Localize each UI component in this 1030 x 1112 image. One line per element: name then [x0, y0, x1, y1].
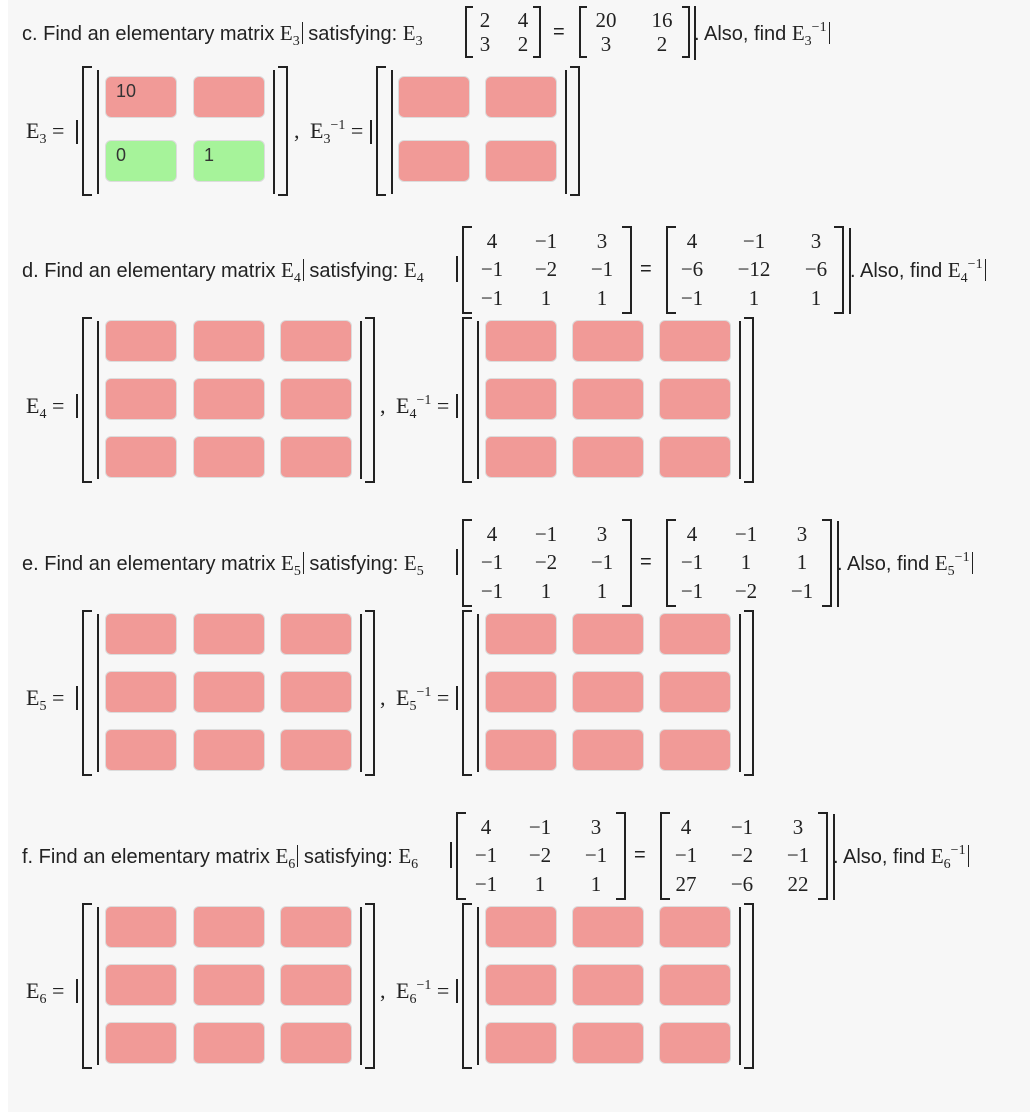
comma: , — [380, 685, 386, 710]
rhs-entry: 3 — [796, 522, 808, 546]
answer-cell-e4-r2c3[interactable] — [280, 378, 352, 420]
matrix-inner-bar — [477, 321, 479, 479]
rhs-entry: −1 — [790, 579, 814, 603]
satisfying-text: satisfying: — [308, 23, 398, 45]
equals-sign: = — [640, 258, 652, 280]
lhs-entry: 2 — [517, 32, 529, 56]
inverse-cell-e5-r2c3[interactable] — [659, 671, 731, 713]
question-panel — [8, 0, 1030, 1112]
lhs-entry: 4 — [486, 229, 498, 253]
answer-cell-e4-r3c1[interactable] — [105, 436, 177, 478]
inverse-cell-e6-r3c1[interactable] — [485, 1022, 557, 1064]
also-find-text: . Also, find $E_6^{-1}$ — [833, 845, 969, 867]
lhs-entry: −2 — [528, 843, 552, 867]
answer-cell-e6-r2c2[interactable] — [193, 964, 265, 1006]
rhs-entry: 1 — [748, 286, 760, 310]
inverse-cell-e5-r2c2[interactable] — [572, 671, 644, 713]
lhs-entry: −1 — [480, 286, 504, 310]
inverse-cell-e4-r2c1[interactable] — [485, 378, 557, 420]
matrix-inner-bar — [360, 321, 362, 479]
lhs-entry: −1 — [474, 872, 498, 896]
answer-label-e5: $E_5$ = — [26, 685, 65, 714]
lhs-entry: −1 — [474, 843, 498, 867]
inverse-cell-e6-r3c3[interactable] — [659, 1022, 731, 1064]
rhs-entry: 27 — [675, 872, 697, 896]
matrix-inner-bar — [97, 614, 99, 772]
inverse-cell-e4-r2c3[interactable] — [659, 378, 731, 420]
inverse-label-e5: $E_5^{-1}$ = — [396, 685, 450, 714]
inverse-cell-e5-r1c3[interactable] — [659, 613, 731, 655]
matrix-inner-bar — [273, 70, 275, 194]
rhs-entry: −6 — [730, 872, 754, 896]
problem-c-prompt — [22, 21, 423, 49]
answer-cell-e3-r2c2[interactable]: 1 — [193, 140, 265, 182]
answer-cell-e4-r2c2[interactable] — [193, 378, 265, 420]
answer-cell-e4-r3c2[interactable] — [193, 436, 265, 478]
inverse-cell-e4-r1c2[interactable] — [572, 320, 644, 362]
bracket-right — [744, 610, 754, 776]
problem-f-prompt: f. Find an elementary matrix $E_6$ satisfying: $E_6$ — [22, 844, 419, 872]
bracket-left — [82, 610, 92, 776]
answer-label-e4: $E_4$ = — [26, 393, 65, 422]
rhs-entry: 4 — [680, 815, 692, 839]
inverse-cell-e6-r2c3[interactable] — [659, 964, 731, 1006]
bracket-left — [82, 903, 92, 1069]
lhs-entry: 4 — [486, 522, 498, 546]
lhs-entry: 2 — [479, 8, 491, 32]
lhs-entry: −1 — [584, 843, 608, 867]
rhs-entry: −1 — [680, 579, 704, 603]
answer-label-e6: $E_6$ = — [26, 978, 65, 1007]
lhs-entry: −1 — [480, 550, 504, 574]
cursor-bar — [456, 979, 458, 1003]
matrix-inner-bar — [477, 907, 479, 1065]
bracket-right — [616, 812, 626, 900]
lhs-entry: −2 — [534, 550, 558, 574]
matrix-inner-bar — [739, 614, 741, 772]
inverse-label-e3: $E_3^{-1}$ = — [310, 118, 364, 147]
rhs-entry: −2 — [730, 843, 754, 867]
answer-label-e3: $E_3$ = — [26, 118, 65, 147]
cursor-bar — [76, 394, 78, 418]
lhs-entry: −1 — [528, 815, 552, 839]
answer-cell-e6-r1c1[interactable] — [105, 906, 177, 948]
bracket-right — [278, 66, 288, 196]
rhs-entry: −2 — [734, 579, 758, 603]
matrix-name: $E_3$ — [279, 21, 300, 49]
cursor-bar — [76, 120, 78, 144]
equals-sign: = — [553, 21, 565, 43]
rhs-entry: 3 — [810, 229, 822, 253]
rhs-entry: −1 — [742, 229, 766, 253]
lhs-entry: −1 — [590, 550, 614, 574]
rhs-entry: −6 — [804, 257, 828, 281]
comma: , — [380, 393, 386, 418]
answer-cell-e6-r3c2[interactable] — [193, 1022, 265, 1064]
answer-cell-e4-r1c3[interactable] — [280, 320, 352, 362]
also-find-text: . Also, find $E_4^{-1}$ — [850, 259, 986, 281]
matrix-inner-bar — [565, 70, 567, 194]
lhs-entry: 1 — [590, 872, 602, 896]
inverse-cell-e4-r3c2[interactable] — [572, 436, 644, 478]
rhs-entry: −1 — [786, 843, 810, 867]
inverse-cell-e6-r2c1[interactable] — [485, 964, 557, 1006]
inverse-cell-e4-r3c3[interactable] — [659, 436, 731, 478]
rhs-entry: 4 — [686, 229, 698, 253]
inverse-cell-e6-r1c1[interactable] — [485, 906, 557, 948]
bracket-right — [533, 6, 541, 58]
bracket-left — [376, 66, 386, 196]
bracket-right — [834, 226, 844, 314]
cursor-bar — [456, 394, 458, 418]
rhs-entry: −1 — [680, 550, 704, 574]
rhs-entry: 3 — [600, 32, 612, 56]
bracket-right — [744, 903, 754, 1069]
lhs-entry: −1 — [480, 257, 504, 281]
answer-cell-e5-r3c1[interactable] — [105, 729, 177, 771]
rhs-entry: 1 — [740, 550, 752, 574]
inverse-cell-e3-r2c1[interactable] — [398, 140, 470, 182]
lhs-entry: −1 — [534, 229, 558, 253]
inverse-cell-e5-r1c1[interactable] — [485, 613, 557, 655]
matrix-name-repeat: $E_3$ — [402, 21, 423, 49]
answer-cell-e3-r2c1[interactable]: 0 — [105, 140, 177, 182]
rhs-entry: 20 — [595, 8, 617, 32]
bracket-right — [818, 812, 828, 900]
answer-cell-e6-r1c3[interactable] — [280, 906, 352, 948]
answer-cell-e3-r1c2[interactable] — [193, 76, 265, 118]
inverse-cell-e5-r1c2[interactable] — [572, 613, 644, 655]
rhs-entry: −1 — [734, 522, 758, 546]
matrix-inner-bar — [360, 614, 362, 772]
answer-cell-e4-r3c3[interactable] — [280, 436, 352, 478]
lhs-entry: −2 — [534, 257, 558, 281]
lhs-entry: 3 — [596, 229, 608, 253]
rhs-entry: −1 — [680, 286, 704, 310]
answer-cell-e5-r2c2[interactable] — [193, 671, 265, 713]
lhs-entry: −1 — [590, 257, 614, 281]
answer-cell-e3-r1c1[interactable]: 10 — [105, 76, 177, 118]
lhs-entry: 1 — [540, 286, 552, 310]
rhs-entry: 22 — [787, 872, 809, 896]
comma: , — [294, 118, 300, 143]
inverse-cell-e6-r2c2[interactable] — [572, 964, 644, 1006]
inverse-cell-e5-r3c3[interactable] — [659, 729, 731, 771]
bracket-right — [365, 903, 375, 1069]
inverse-label-e4: $E_4^{-1}$ = — [396, 393, 450, 422]
inverse-cell-e5-r2c1[interactable] — [485, 671, 557, 713]
problem-d-prompt: d. Find an elementary matrix $E_4$ satisfying: $E_4$ — [22, 258, 424, 286]
lhs-entry: −1 — [480, 579, 504, 603]
equals-sign: = — [640, 551, 652, 573]
bracket-left — [82, 66, 92, 196]
bracket-right — [822, 519, 832, 607]
lhs-entry: 3 — [590, 815, 602, 839]
bracket-right — [622, 519, 632, 607]
bracket-right — [570, 66, 580, 196]
matrix-inner-bar — [739, 321, 741, 479]
bracket-left — [82, 317, 92, 483]
cursor-bar — [456, 686, 458, 710]
answer-cell-e6-r2c1[interactable] — [105, 964, 177, 1006]
answer-cell-e5-r2c1[interactable] — [105, 671, 177, 713]
bracket-left — [462, 610, 472, 776]
inverse-cell-e6-r1c2[interactable] — [572, 906, 644, 948]
lhs-entry: −1 — [534, 522, 558, 546]
inverse-cell-e3-r1c1[interactable] — [398, 76, 470, 118]
inverse-cell-e4-r1c3[interactable] — [659, 320, 731, 362]
answer-cell-e5-r1c3[interactable] — [280, 613, 352, 655]
rhs-entry: −1 — [674, 843, 698, 867]
equals-sign: = — [634, 844, 646, 866]
inverse-cell-e4-r3c1[interactable] — [485, 436, 557, 478]
inverse-cell-e5-r3c1[interactable] — [485, 729, 557, 771]
matrix-inner-bar — [739, 907, 741, 1065]
bracket-right — [622, 226, 632, 314]
answer-cell-e4-r1c2[interactable] — [193, 320, 265, 362]
also-find-text: . Also, find $E_5^{-1}$ — [837, 552, 973, 574]
inverse-label-e6: $E_6^{-1}$ = — [396, 978, 450, 1007]
answer-cell-e6-r2c3[interactable] — [280, 964, 352, 1006]
inverse-cell-e3-r2c2[interactable] — [485, 140, 557, 182]
rhs-entry: 16 — [651, 8, 673, 32]
rhs-entry: 2 — [656, 32, 668, 56]
answer-cell-e5-r3c2[interactable] — [193, 729, 265, 771]
cursor-bar — [76, 686, 78, 710]
lhs-entry: 4 — [517, 8, 529, 32]
bracket-right — [744, 317, 754, 483]
inverse-cell-e5-r3c2[interactable] — [572, 729, 644, 771]
rhs-entry: 4 — [686, 522, 698, 546]
matrix-inner-bar — [391, 70, 393, 194]
answer-cell-e5-r3c3[interactable] — [280, 729, 352, 771]
lhs-entry: 1 — [596, 286, 608, 310]
matrix-inner-bar — [477, 614, 479, 772]
answer-cell-e4-r1c1[interactable] — [105, 320, 177, 362]
bracket-right — [365, 610, 375, 776]
inverse-cell-e6-r3c2[interactable] — [572, 1022, 644, 1064]
cursor-bar — [76, 979, 78, 1003]
inverse-cell-e3-r1c2[interactable] — [485, 76, 557, 118]
answer-cell-e5-r1c1[interactable] — [105, 613, 177, 655]
prompt-text: c. Find an elementary matrix — [22, 23, 275, 45]
cursor-bar — [456, 256, 458, 282]
bracket-left — [462, 317, 472, 483]
comma: , — [380, 978, 386, 1003]
rhs-entry: −6 — [680, 257, 704, 281]
lhs-entry: 3 — [596, 522, 608, 546]
bracket-right — [365, 317, 375, 483]
answer-cell-e6-r3c3[interactable] — [280, 1022, 352, 1064]
rhs-entry: −1 — [730, 815, 754, 839]
matrix-inner-bar — [360, 907, 362, 1065]
rhs-entry: 3 — [792, 815, 804, 839]
lhs-entry: 1 — [540, 579, 552, 603]
matrix-inner-bar — [97, 907, 99, 1065]
answer-cell-e6-r3c1[interactable] — [105, 1022, 177, 1064]
rhs-entry: −12 — [737, 257, 771, 281]
matrix-inner-bar — [97, 70, 99, 194]
cursor-bar — [370, 120, 372, 144]
lhs-entry: 3 — [479, 32, 491, 56]
also-find-text: . Also, find $E_3^{-1}$ — [694, 22, 830, 44]
rhs-entry: 1 — [810, 286, 822, 310]
inverse-cell-e6-r1c3[interactable] — [659, 906, 731, 948]
bracket-right — [682, 6, 690, 58]
answer-cell-e5-r1c2[interactable] — [193, 613, 265, 655]
bracket-left — [462, 903, 472, 1069]
answer-cell-e4-r2c1[interactable] — [105, 378, 177, 420]
lhs-entry: 4 — [480, 815, 492, 839]
lhs-entry: 1 — [534, 872, 546, 896]
answer-cell-e5-r2c3[interactable] — [280, 671, 352, 713]
cursor-bar — [450, 842, 452, 868]
cursor-bar — [456, 549, 458, 575]
text-cursor — [302, 22, 303, 44]
inverse-cell-e4-r1c1[interactable] — [485, 320, 557, 362]
problem-e-prompt: e. Find an elementary matrix $E_5$ satisfying: $E_5$ — [22, 551, 424, 579]
matrix-inner-bar — [97, 321, 99, 479]
answer-cell-e6-r1c2[interactable] — [193, 906, 265, 948]
inverse-cell-e4-r2c2[interactable] — [572, 378, 644, 420]
rhs-entry: 1 — [796, 550, 808, 574]
lhs-entry: 1 — [596, 579, 608, 603]
